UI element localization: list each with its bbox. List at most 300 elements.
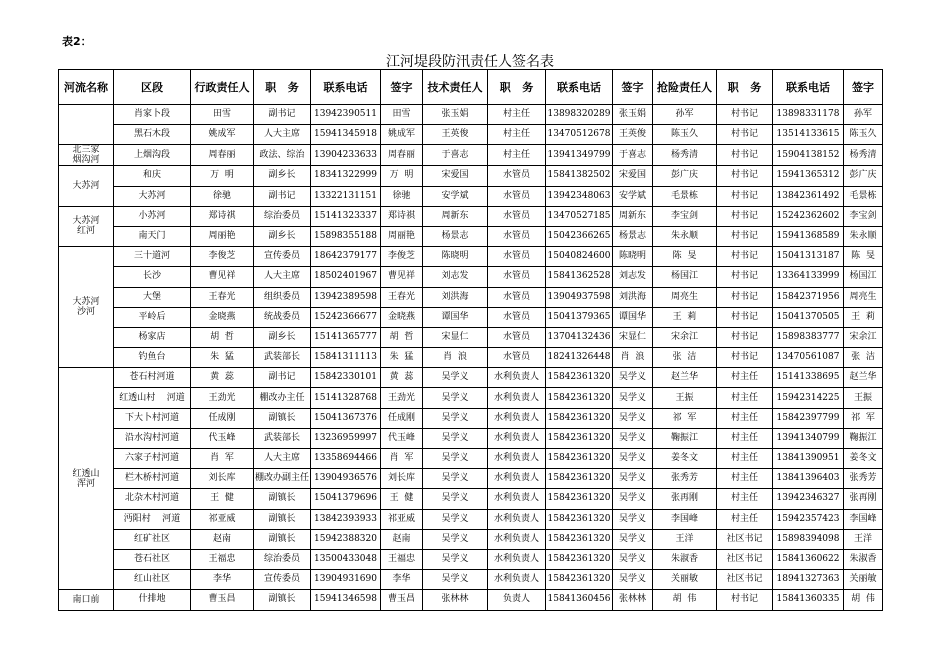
rescue-signature-cell: 陈 旻 (844, 247, 883, 267)
rescue-name-cell: 张秀芳 (653, 469, 717, 489)
rescue-phone-cell: 15041313187 (773, 247, 844, 267)
admin-phone-cell: 18642379177 (311, 247, 381, 267)
header-tech-phone: 联系电话 (546, 70, 613, 105)
rescue-phone-cell: 15904138152 (773, 145, 844, 166)
rescue-title-cell: 社区书记 (717, 570, 773, 590)
river-name-line: 沙河 (76, 307, 95, 318)
tech-signature-cell: 刘志发 (613, 267, 653, 287)
tech-name-cell: 刘洪海 (423, 287, 488, 307)
tech-title-cell: 水管员 (488, 307, 546, 327)
responsibility-table (58, 69, 883, 611)
admin-name-cell: 朱 猛 (191, 348, 254, 368)
rescue-phone-cell: 18941327363 (773, 570, 844, 590)
tech-signature-cell: 吴学义 (613, 489, 653, 509)
rescue-name-cell: 杨秀清 (653, 145, 717, 166)
rescue-signature-cell: 宋余江 (844, 327, 883, 347)
rescue-name-cell: 赵兰华 (653, 368, 717, 388)
section-cell: 下大卜村河道 (114, 408, 191, 428)
rescue-title-cell: 村书记 (717, 287, 773, 307)
admin-phone-cell: 15942388320 (311, 529, 381, 549)
tech-name-cell: 陈晓明 (423, 247, 488, 267)
tech-signature-cell: 陈晓明 (613, 247, 653, 267)
rescue-signature-cell: 彭广庆 (844, 166, 883, 186)
river-name-line: 南口前 (72, 594, 100, 605)
header-row (59, 70, 883, 105)
table-row (59, 549, 883, 569)
tech-signature-cell: 吴学义 (613, 529, 653, 549)
rescue-signature-cell: 毛景栋 (844, 186, 883, 206)
admin-name-cell: 赵南 (191, 529, 254, 549)
admin-title-cell: 人大主席 (254, 449, 311, 469)
rescue-signature-cell: 张秀芳 (844, 469, 883, 489)
tech-phone-cell: 15842361320 (546, 469, 613, 489)
admin-title-cell: 副镇长 (254, 590, 311, 610)
tech-title-cell: 水管员 (488, 206, 546, 226)
section-cell: 六家子村河道 (114, 449, 191, 469)
tech-name-cell: 吴学义 (423, 570, 488, 590)
table-body (59, 105, 883, 611)
document-title: 江河堤段防汛责任人签名表 (386, 54, 554, 70)
rescue-signature-cell: 周亮生 (844, 287, 883, 307)
tech-signature-cell: 张林林 (613, 590, 653, 610)
table-row (59, 449, 883, 469)
admin-phone-cell: 13904233633 (311, 145, 381, 166)
header-rescue-title: 职 务 (717, 70, 773, 105)
tech-name-cell: 张玉娟 (423, 105, 488, 125)
tech-title-cell: 水管员 (488, 267, 546, 287)
admin-title-cell: 副书记 (254, 186, 311, 206)
rescue-title-cell: 村书记 (717, 145, 773, 166)
rescue-signature-cell: 杨国江 (844, 267, 883, 287)
header-section: 区段 (114, 70, 191, 105)
admin-signature-cell: 王 健 (381, 489, 423, 509)
tech-title-cell: 水管员 (488, 247, 546, 267)
section-cell: 什排地 (114, 590, 191, 610)
admin-signature-cell: 黄 蕊 (381, 368, 423, 388)
tech-signature-cell: 吴学义 (613, 408, 653, 428)
admin-phone-cell: 15242366677 (311, 307, 381, 327)
section-cell: 苍石村河道 (114, 368, 191, 388)
rescue-phone-cell: 15041370505 (773, 307, 844, 327)
table-row (59, 226, 883, 246)
admin-name-cell: 王 健 (191, 489, 254, 509)
rescue-signature-cell: 朱永顺 (844, 226, 883, 246)
admin-signature-cell: 曹见祥 (381, 267, 423, 287)
admin-name-cell: 曹玉昌 (191, 590, 254, 610)
river-name-line: 北三家 (72, 145, 100, 156)
admin-name-cell: 王春光 (191, 287, 254, 307)
rescue-signature-cell: 姜冬文 (844, 449, 883, 469)
admin-name-cell: 姚成军 (191, 125, 254, 145)
river-name-cell (59, 368, 114, 590)
tech-phone-cell: 13904937598 (546, 287, 613, 307)
tech-title-cell: 水管员 (488, 166, 546, 186)
tech-title-cell: 水利负责人 (488, 489, 546, 509)
admin-title-cell: 副书记 (254, 368, 311, 388)
rescue-title-cell: 村书记 (717, 327, 773, 347)
tech-signature-cell: 吴学义 (613, 428, 653, 448)
river-name-line: 大苏河 (72, 297, 100, 308)
admin-phone-cell: 13842393933 (311, 509, 381, 529)
admin-name-cell: 黄 蕊 (191, 368, 254, 388)
admin-name-cell: 王劲光 (191, 388, 254, 408)
admin-name-cell: 万 明 (191, 166, 254, 186)
admin-signature-cell: 曹玉昌 (381, 590, 423, 610)
header-tech-title: 职 务 (488, 70, 546, 105)
tech-title-cell: 村主任 (488, 125, 546, 145)
rescue-name-cell: 王洋 (653, 529, 717, 549)
section-cell: 栏木桥村河道 (114, 469, 191, 489)
tech-phone-cell: 15842361320 (546, 549, 613, 569)
admin-signature-cell: 胡 哲 (381, 327, 423, 347)
admin-title-cell: 宣传委员 (254, 247, 311, 267)
admin-name-cell: 刘长库 (191, 469, 254, 489)
rescue-phone-cell: 15941368589 (773, 226, 844, 246)
tech-phone-cell: 15841362528 (546, 267, 613, 287)
tech-signature-cell: 吴学义 (613, 469, 653, 489)
table-row (59, 307, 883, 327)
rescue-title-cell: 村书记 (717, 590, 773, 610)
tech-name-cell: 吴学义 (423, 388, 488, 408)
admin-name-cell: 李俊芝 (191, 247, 254, 267)
admin-name-cell: 周春丽 (191, 145, 254, 166)
admin-phone-cell: 18502401967 (311, 267, 381, 287)
table-row (59, 125, 883, 145)
rescue-phone-cell: 13942346327 (773, 489, 844, 509)
header-admin-phone: 联系电话 (311, 70, 381, 105)
rescue-title-cell: 社区书记 (717, 549, 773, 569)
tech-phone-cell: 13898320289 (546, 105, 613, 125)
tech-name-cell: 肖 浪 (423, 348, 488, 368)
tech-title-cell: 村主任 (488, 105, 546, 125)
admin-title-cell: 副乡长 (254, 166, 311, 186)
rescue-name-cell: 朱淑香 (653, 549, 717, 569)
section-cell: 平岭后 (114, 307, 191, 327)
rescue-title-cell: 社区书记 (717, 529, 773, 549)
admin-signature-cell: 周春丽 (381, 145, 423, 166)
river-name-cell (59, 206, 114, 246)
admin-signature-cell: 刘长库 (381, 469, 423, 489)
section-cell: 上烟沟段 (114, 145, 191, 166)
river-name-line: 大苏河 (72, 216, 100, 227)
rescue-signature-cell: 陈玉久 (844, 125, 883, 145)
header-rescue-signature: 签字 (844, 70, 883, 105)
section-cell: 杨家店 (114, 327, 191, 347)
table-row (59, 327, 883, 347)
table-row (59, 529, 883, 549)
tech-phone-cell: 15042366265 (546, 226, 613, 246)
rescue-title-cell: 村书记 (717, 226, 773, 246)
rescue-signature-cell: 赵兰华 (844, 368, 883, 388)
tech-title-cell: 水利负责人 (488, 388, 546, 408)
rescue-signature-cell: 张 洁 (844, 348, 883, 368)
tech-phone-cell: 13470512678 (546, 125, 613, 145)
header-tech-person: 技术责任人 (423, 70, 488, 105)
rescue-signature-cell: 鞠振江 (844, 428, 883, 448)
rescue-phone-cell: 15942314225 (773, 388, 844, 408)
rescue-title-cell: 村主任 (717, 408, 773, 428)
tech-signature-cell: 于喜志 (613, 145, 653, 166)
rescue-phone-cell: 15842371956 (773, 287, 844, 307)
rescue-signature-cell: 关丽敏 (844, 570, 883, 590)
table-row (59, 388, 883, 408)
admin-name-cell: 祁亚威 (191, 509, 254, 529)
tech-name-cell: 吴学义 (423, 428, 488, 448)
rescue-phone-cell: 15841360622 (773, 549, 844, 569)
tech-name-cell: 周新东 (423, 206, 488, 226)
tech-name-cell: 安学斌 (423, 186, 488, 206)
rescue-name-cell: 宋余江 (653, 327, 717, 347)
rescue-phone-cell: 13941340799 (773, 428, 844, 448)
rescue-name-cell: 朱永顺 (653, 226, 717, 246)
admin-signature-cell: 姚成军 (381, 125, 423, 145)
river-name-cell (59, 166, 114, 206)
admin-phone-cell: 13904936576 (311, 469, 381, 489)
tech-name-cell: 宋爱国 (423, 166, 488, 186)
admin-signature-cell: 金晓燕 (381, 307, 423, 327)
tech-phone-cell: 15842361320 (546, 449, 613, 469)
admin-phone-cell: 15941345918 (311, 125, 381, 145)
tech-phone-cell: 15842361320 (546, 509, 613, 529)
table-row (59, 287, 883, 307)
tech-title-cell: 水利负责人 (488, 570, 546, 590)
rescue-name-cell: 胡 伟 (653, 590, 717, 610)
admin-title-cell: 人大主席 (254, 267, 311, 287)
rescue-signature-cell: 杨秀清 (844, 145, 883, 166)
admin-title-cell: 副镇长 (254, 408, 311, 428)
tech-title-cell: 村主任 (488, 145, 546, 166)
rescue-signature-cell: 张再刚 (844, 489, 883, 509)
admin-signature-cell: 朱 猛 (381, 348, 423, 368)
tech-signature-cell: 吴学义 (613, 570, 653, 590)
tech-signature-cell: 吴学义 (613, 549, 653, 569)
rescue-phone-cell: 13514133615 (773, 125, 844, 145)
tech-name-cell: 吴学义 (423, 509, 488, 529)
rescue-name-cell: 祁 军 (653, 408, 717, 428)
admin-signature-cell: 任成刚 (381, 408, 423, 428)
rescue-name-cell: 周亮生 (653, 287, 717, 307)
section-cell: 红矿社区 (114, 529, 191, 549)
tech-phone-cell: 15041379365 (546, 307, 613, 327)
rescue-phone-cell: 15141338695 (773, 368, 844, 388)
section-cell: 肖家卜段 (114, 105, 191, 125)
table-row (59, 509, 883, 529)
header-admin-title: 职 务 (254, 70, 311, 105)
admin-name-cell: 周丽艳 (191, 226, 254, 246)
tech-signature-cell: 吴学义 (613, 388, 653, 408)
rescue-title-cell: 村主任 (717, 469, 773, 489)
rescue-name-cell: 陈玉久 (653, 125, 717, 145)
admin-title-cell: 副镇长 (254, 509, 311, 529)
admin-phone-cell: 15898355188 (311, 226, 381, 246)
admin-title-cell: 副镇长 (254, 489, 311, 509)
rescue-signature-cell: 朱淑香 (844, 549, 883, 569)
header-river-name: 河流名称 (59, 70, 114, 105)
rescue-title-cell: 村书记 (717, 307, 773, 327)
admin-signature-cell: 代玉峰 (381, 428, 423, 448)
section-cell: 大苏河 (114, 186, 191, 206)
admin-name-cell: 李华 (191, 570, 254, 590)
rescue-title-cell: 村主任 (717, 368, 773, 388)
tech-signature-cell: 杨景志 (613, 226, 653, 246)
admin-phone-cell: 13500433048 (311, 549, 381, 569)
rescue-phone-cell: 15941365312 (773, 166, 844, 186)
tech-name-cell: 刘志发 (423, 267, 488, 287)
tech-title-cell: 水利负责人 (488, 368, 546, 388)
rescue-name-cell: 毛景栋 (653, 186, 717, 206)
admin-title-cell: 综治委员 (254, 206, 311, 226)
rescue-title-cell: 村书记 (717, 166, 773, 186)
rescue-name-cell: 姜冬文 (653, 449, 717, 469)
rescue-phone-cell: 15942357423 (773, 509, 844, 529)
admin-name-cell: 代玉峰 (191, 428, 254, 448)
admin-name-cell: 金晓燕 (191, 307, 254, 327)
rescue-name-cell: 张再刚 (653, 489, 717, 509)
tech-phone-cell: 13941349799 (546, 145, 613, 166)
tech-name-cell: 吴学义 (423, 408, 488, 428)
tech-name-cell: 张林林 (423, 590, 488, 610)
tech-name-cell: 宋显仁 (423, 327, 488, 347)
rescue-name-cell: 孙军 (653, 105, 717, 125)
section-cell: 沔阳村 河道 (114, 509, 191, 529)
rescue-title-cell: 村主任 (717, 489, 773, 509)
river-name-cell (59, 105, 114, 145)
rescue-phone-cell: 13841390951 (773, 449, 844, 469)
section-cell: 北杂木村河道 (114, 489, 191, 509)
tech-title-cell: 水利负责人 (488, 408, 546, 428)
admin-title-cell: 副乡长 (254, 226, 311, 246)
tech-phone-cell: 15842361320 (546, 529, 613, 549)
tech-title-cell: 水利负责人 (488, 428, 546, 448)
header-rescue-phone: 联系电话 (773, 70, 844, 105)
header-admin-signature: 签字 (381, 70, 423, 105)
table-row (59, 368, 883, 388)
river-name-line: 浑河 (76, 478, 95, 489)
rescue-phone-cell: 15898394098 (773, 529, 844, 549)
tech-signature-cell: 谭国华 (613, 307, 653, 327)
rescue-title-cell: 村主任 (717, 509, 773, 529)
rescue-title-cell: 村主任 (717, 449, 773, 469)
rescue-signature-cell: 胡 伟 (844, 590, 883, 610)
admin-signature-cell: 李华 (381, 570, 423, 590)
admin-signature-cell: 田雪 (381, 105, 423, 125)
admin-title-cell: 统战委员 (254, 307, 311, 327)
tech-phone-cell: 15842361320 (546, 428, 613, 448)
tech-signature-cell: 安学斌 (613, 186, 653, 206)
rescue-signature-cell: 李国峰 (844, 509, 883, 529)
table-row (59, 570, 883, 590)
tech-phone-cell: 13704132436 (546, 327, 613, 347)
admin-signature-cell: 李俊芝 (381, 247, 423, 267)
tech-signature-cell: 肖 浪 (613, 348, 653, 368)
tech-phone-cell: 15842361320 (546, 388, 613, 408)
rescue-phone-cell: 15898383777 (773, 327, 844, 347)
rescue-title-cell: 村主任 (717, 428, 773, 448)
tech-signature-cell: 周新东 (613, 206, 653, 226)
rescue-name-cell: 关丽敏 (653, 570, 717, 590)
rescue-title-cell: 村书记 (717, 348, 773, 368)
river-name-cell (59, 247, 114, 368)
section-cell: 黑石木段 (114, 125, 191, 145)
admin-title-cell: 宣传委员 (254, 570, 311, 590)
rescue-name-cell: 李国峰 (653, 509, 717, 529)
admin-signature-cell: 赵南 (381, 529, 423, 549)
rescue-title-cell: 村书记 (717, 267, 773, 287)
rescue-signature-cell: 祁 军 (844, 408, 883, 428)
tech-phone-cell: 13470527185 (546, 206, 613, 226)
tech-name-cell: 吴学义 (423, 549, 488, 569)
section-cell: 长沙 (114, 267, 191, 287)
tech-name-cell: 吴学义 (423, 449, 488, 469)
table-row (59, 267, 883, 287)
tech-title-cell: 水利负责人 (488, 509, 546, 529)
rescue-phone-cell: 13842361492 (773, 186, 844, 206)
admin-phone-cell: 15941346598 (311, 590, 381, 610)
rescue-signature-cell: 王洋 (844, 529, 883, 549)
admin-phone-cell: 13904931690 (311, 570, 381, 590)
admin-signature-cell: 郑诗祺 (381, 206, 423, 226)
admin-title-cell: 副书记 (254, 105, 311, 125)
admin-phone-cell: 13236959997 (311, 428, 381, 448)
tech-title-cell: 水管员 (488, 226, 546, 246)
river-name-line: 红河 (76, 226, 95, 237)
rescue-phone-cell: 13841396403 (773, 469, 844, 489)
rescue-phone-cell: 15841360335 (773, 590, 844, 610)
rescue-signature-cell: 孙军 (844, 105, 883, 125)
section-cell: 钓鱼台 (114, 348, 191, 368)
table-label: 表2： (62, 35, 92, 48)
tech-signature-cell: 张玉娟 (613, 105, 653, 125)
table-row (59, 166, 883, 186)
admin-phone-cell: 15041379696 (311, 489, 381, 509)
river-name-cell (59, 145, 114, 166)
admin-title-cell: 组织委员 (254, 287, 311, 307)
tech-signature-cell: 吴学义 (613, 449, 653, 469)
tech-name-cell: 王英俊 (423, 125, 488, 145)
admin-name-cell: 田雪 (191, 105, 254, 125)
tech-signature-cell: 宋显仁 (613, 327, 653, 347)
rescue-name-cell: 王振 (653, 388, 717, 408)
admin-title-cell: 人大主席 (254, 125, 311, 145)
table-row (59, 408, 883, 428)
admin-phone-cell: 15842330101 (311, 368, 381, 388)
section-cell: 和庆 (114, 166, 191, 186)
table-row (59, 145, 883, 166)
rescue-phone-cell: 13364133999 (773, 267, 844, 287)
header-admin-person: 行政责任人 (191, 70, 254, 105)
tech-phone-cell: 15842361320 (546, 570, 613, 590)
header-rescue-person: 抢险责任人 (653, 70, 717, 105)
rescue-name-cell: 鞠振江 (653, 428, 717, 448)
tech-title-cell: 水管员 (488, 348, 546, 368)
tech-signature-cell: 宋爱国 (613, 166, 653, 186)
tech-title-cell: 水利负责人 (488, 529, 546, 549)
rescue-title-cell: 村书记 (717, 105, 773, 125)
admin-signature-cell: 王福忠 (381, 549, 423, 569)
tech-phone-cell: 15841360456 (546, 590, 613, 610)
rescue-title-cell: 村书记 (717, 186, 773, 206)
tech-signature-cell: 吴学义 (613, 368, 653, 388)
admin-phone-cell: 15041367376 (311, 408, 381, 428)
section-cell: 南天门 (114, 226, 191, 246)
table-row (59, 428, 883, 448)
table-row (59, 105, 883, 125)
admin-phone-cell: 13942390511 (311, 105, 381, 125)
rescue-phone-cell: 15842397799 (773, 408, 844, 428)
section-cell: 苍石社区 (114, 549, 191, 569)
admin-phone-cell: 13358694466 (311, 449, 381, 469)
section-cell: 三十道河 (114, 247, 191, 267)
